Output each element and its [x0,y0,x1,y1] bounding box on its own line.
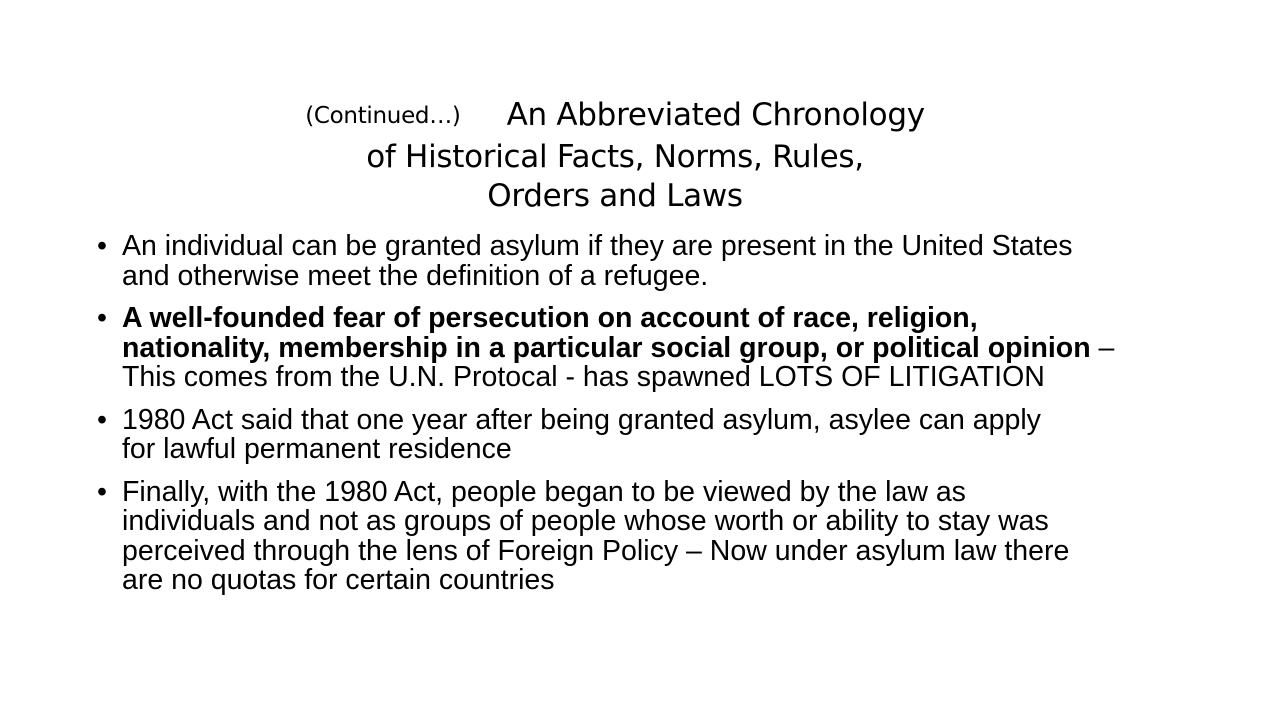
title-line-3: Orders and Laws [487,178,743,214]
bullet-text-line: An individual can be granted asylum if they are present in the United States [122,230,1073,262]
dash-text: – [1090,331,1115,364]
bullet-text-line: 1980 Act said that one year after being granted asylum, asylee can apply [122,403,1041,436]
bullet-text-line: This comes from the U.N. Protocal - has spawned LOTS OF LITIGATION [122,361,1045,393]
bullet-list [97,232,1207,609]
slide-title [150,96,1080,216]
bullet-icon: • [97,475,107,508]
bullet-icon: • [97,230,107,262]
continued-label: (Continued…) [305,103,461,129]
bullet-text-line: and otherwise meet the definition of a refugee. [122,259,709,292]
bullet-item-well-founded-fear [97,304,1207,393]
title-line-2: of Historical Facts, Norms, Rules, [366,139,864,175]
bullet-text-line [122,331,1207,364]
bullet-text-line: perceived through the lens of Foreign Policy – Now under asylum law there [122,534,1070,567]
bullet-text-line: for lawful permanent residence [122,433,512,465]
bullet-icon: • [97,403,107,436]
bullet-text-line: Finally, with the 1980 Act, people began to be viewed by the law as [122,475,966,508]
bullet-text-line: are no quotas for certain countries [122,564,555,596]
bullet-item-1980-act-residence [97,403,1207,465]
bullet-text-line [122,304,1207,334]
bullet-item-asylum-eligibility [97,232,1207,291]
bullet-text-line: individuals and not as groups of people whose worth or ability to stay was [122,505,1049,537]
bold-text: A well-founded fear of persecution on account of race, religion, [122,302,978,334]
title-line-1 [150,96,1080,138]
bold-text: nationality, membership in a particular social group, or political opinion [122,331,1091,364]
bullet-icon: • [97,302,107,334]
bullet-item-1980-act-individuals [97,475,1207,596]
title-text-1: An Abbreviated Chronology [506,97,925,133]
